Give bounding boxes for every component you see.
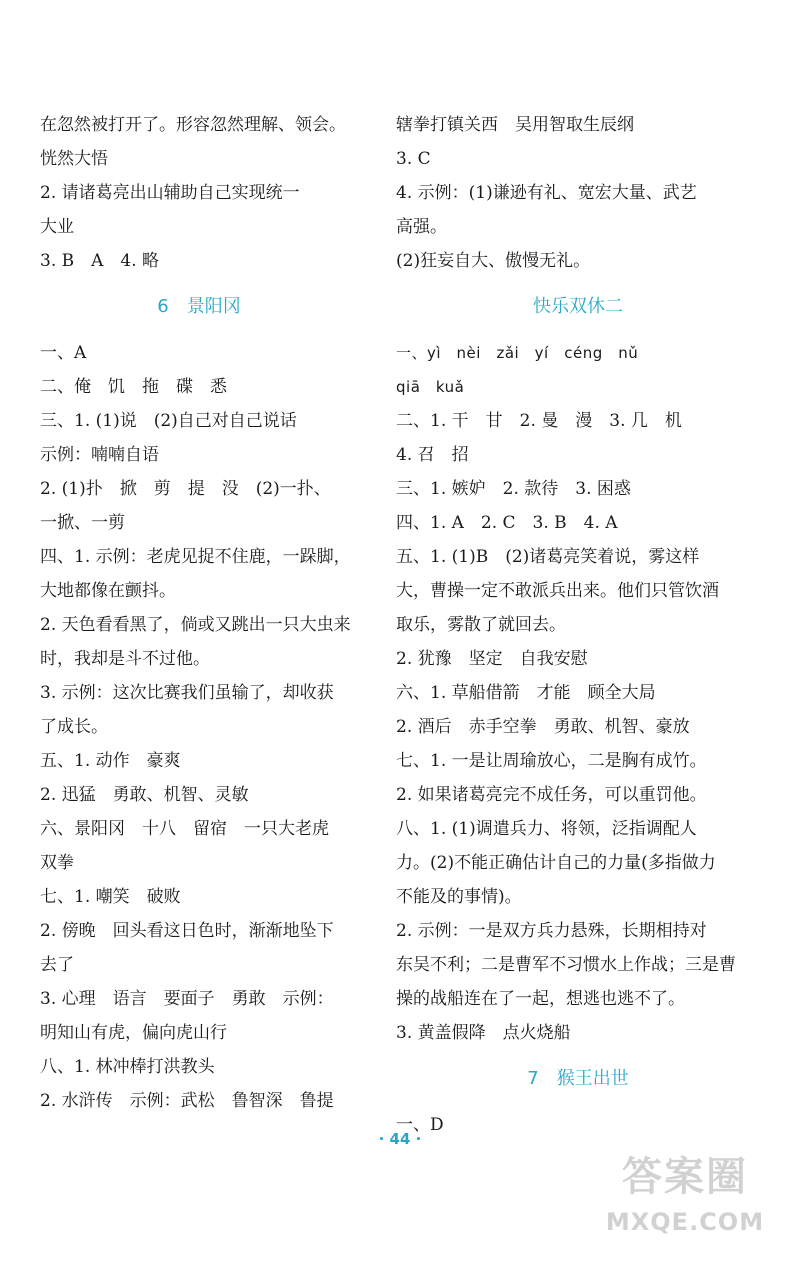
pinyin-line: qiā kuǎ: [396, 378, 465, 396]
answer-line: 去了: [40, 955, 74, 975]
left-column: [40, 108, 358, 1118]
answer-line: 2. 如果诸葛亮完不成任务，可以重罚他。: [396, 785, 707, 805]
section-gap: [40, 324, 358, 336]
section-gap: [396, 1050, 760, 1062]
answer-line: 2. (1)扑 掀 剪 提 没 (2)一扑、: [40, 479, 331, 499]
answer-line: 高强。: [396, 217, 447, 237]
answer-line: 恍然大悟: [40, 149, 108, 169]
answer-line: 2. 水浒传 示例：武松 鲁智深 鲁提: [40, 1091, 334, 1111]
answer-line: 2. 酒后 赤手空拳 勇敢、机智、豪放: [396, 717, 690, 737]
answer-line: 三、1. (1)说 (2)自己对自己说话: [40, 411, 297, 431]
answer-line: 明知山有虎，偏向虎山行: [40, 1023, 227, 1043]
answer-line: 3. 心理 语言 要面子 勇敢 示例：: [40, 989, 334, 1009]
watermark-en: MXQE.COM: [605, 1208, 765, 1236]
answer-line: 五、1. 动作 豪爽: [40, 751, 181, 771]
answer-line: 一掀、一剪: [40, 513, 125, 533]
answer-line: 时，我却是斗不过他。: [40, 649, 210, 669]
answer-line: 八、1. 林冲棒打洪教头: [40, 1057, 215, 1077]
answer-line: 2. 示例：一是双方兵力悬殊，长期相持对: [396, 921, 707, 941]
answer-line: 不能及的事情)。: [396, 887, 522, 907]
answer-line: 大，曹操一定不敢派兵出来。他们只管饮酒: [396, 581, 719, 601]
answer-line: 3. 示例：这次比赛我们虽输了，却收获: [40, 683, 334, 703]
answer-line: 2. 天色看看黑了，倘或又跳出一只大虫来: [40, 615, 351, 635]
answer-line: 辖拳打镇关西 吴用智取生辰纲: [396, 115, 634, 135]
answer-line: 2. 迅猛 勇敢、机智、灵敏: [40, 785, 249, 805]
answer-line: 4. 召 招: [396, 445, 469, 465]
section-gap: [396, 324, 760, 336]
answer-line: 示例：喃喃自语: [40, 445, 159, 465]
section-gap: [396, 1096, 760, 1108]
answer-line: 五、1. (1)B (2)诸葛亮笑着说，雾这样: [396, 547, 700, 567]
answer-line: 六、1. 草船借箭 才能 顾全大局: [396, 683, 656, 703]
answer-line: 力。(2)不能正确估计自己的力量(多指做力: [396, 853, 716, 873]
section-gap: [396, 278, 760, 290]
answer-line: 2. 请诸葛亮出山辅助自己实现统一: [40, 183, 300, 203]
section-heading: 7 猴王出世: [527, 1068, 629, 1089]
answer-line: 东吴不利；二是曹军不习惯水上作战；三是曹: [396, 955, 736, 975]
page-number: · 44 ·: [378, 1130, 422, 1148]
answer-line: 大地都像在颤抖。: [40, 581, 176, 601]
answer-line: 双拳: [40, 853, 74, 873]
answer-line: 二、1. 干 甘 2. 曼 漫 3. 几 机: [396, 411, 682, 431]
answer-line: (2)狂妄自大、傲慢无礼。: [396, 251, 591, 271]
pinyin-line: 一、yì nèi zǎi yí céng nǔ: [396, 344, 639, 362]
answer-line: 七、1. 一是让周瑜放心，二是胸有成竹。: [396, 751, 707, 771]
answer-line: 四、1. A 2. C 3. B 4. A: [396, 513, 618, 533]
answer-line: 七、1. 嘲笑 破败: [40, 887, 181, 907]
answer-line: 一、D: [396, 1115, 444, 1135]
answer-line: 三、1. 嫉妒 2. 款待 3. 困惑: [396, 479, 631, 499]
section-heading: 6 景阳冈: [157, 296, 241, 317]
answer-line: 一、A: [40, 343, 87, 363]
answer-line: 了成长。: [40, 717, 108, 737]
answer-line: 3. 黄盖假降 点火烧船: [396, 1023, 571, 1043]
answer-line: 四、1. 示例：老虎见捉不住鹿，一跺脚，: [40, 547, 351, 567]
answer-line: 3. C: [396, 149, 431, 169]
answer-line: 取乐，雾散了就回去。: [396, 615, 566, 635]
answer-line: 操的战船连在了一起，想逃也逃不了。: [396, 989, 685, 1009]
answer-line: 八、1. (1)调遣兵力、将领，泛指调配人: [396, 819, 697, 839]
answer-line: 六、景阳冈 十八 留宿 一只大老虎: [40, 819, 329, 839]
answer-line: 2. 傍晚 回头看这日色时，渐渐地坠下: [40, 921, 334, 941]
answer-line: 在忽然被打开了。形容忽然理解、领会。: [40, 115, 346, 135]
section-heading: 快乐双休二: [533, 296, 623, 317]
answer-line: 2. 犹豫 坚定 自我安慰: [396, 649, 588, 669]
watermark-logo: [590, 1149, 780, 1259]
answer-line: 二、俺 饥 拖 碟 悉: [40, 377, 227, 397]
answer-line: 3. B A 4. 略: [40, 251, 160, 271]
answer-line: 4. 示例：(1)谦逊有礼、宽宏大量、武艺: [396, 183, 697, 203]
right-column: [396, 108, 760, 1142]
answer-line: 大业: [40, 217, 74, 237]
section-gap: [40, 278, 358, 290]
watermark-cn: 答案圈: [622, 1154, 748, 1200]
